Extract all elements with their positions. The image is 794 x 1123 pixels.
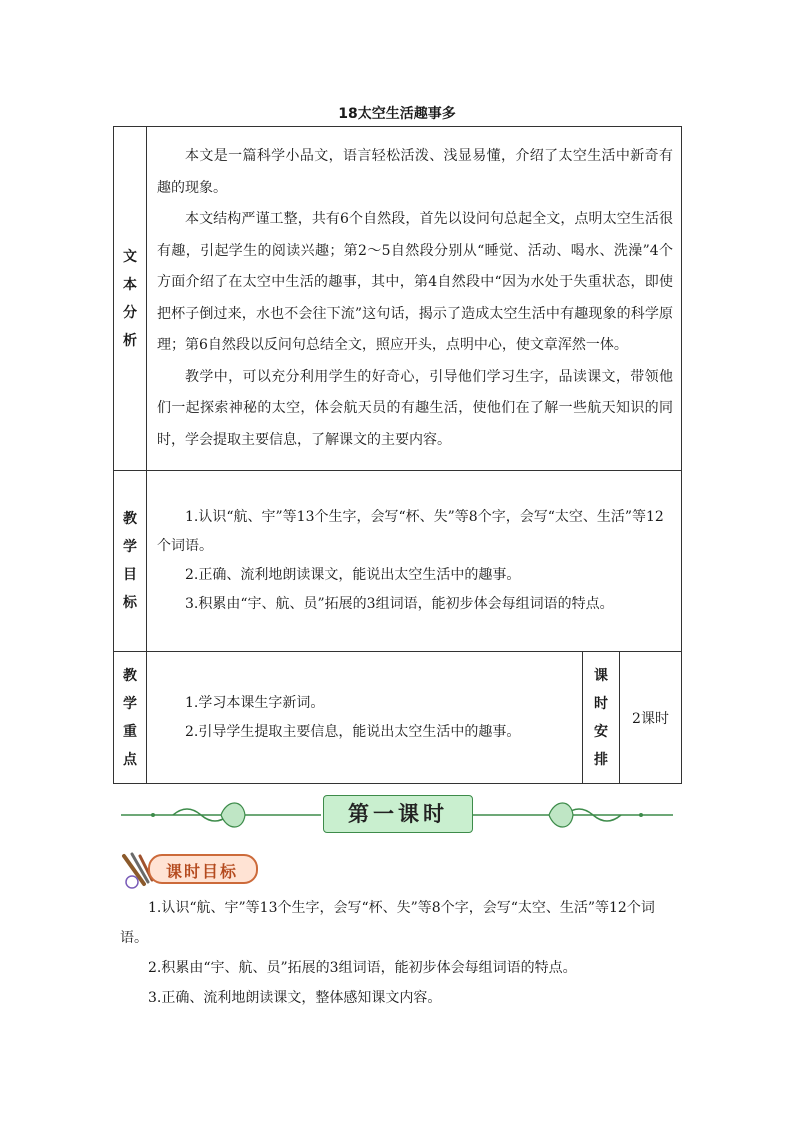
analysis-paragraph: 本文结构严谨工整，共有6个自然段，首先以设问句总起全文，点明太空生活很有趣，引起学生的阅读兴趣；第2～5自然段分别从“睡觉、活动、喝水、洗澡”4个方面介绍了在太空中生活的趣事，其中，第4自然段中“因为水处于失重状态，即使把杯子倒过来，水也不会往下流”这句话，揭示了造成太空生活中有趣现象的科学原理；第6自然段以反问句总结全文，照应开头，点明中心，使文章浑然一体。: [157, 211, 674, 353]
analysis-paragraph: 教学中，可以充分利用学生的好奇心，引导他们学习生字，品读课文，带领他们一起探索神秘的太空，体会航天员的有趣生活，使他们在了解一些航天知识的同时，学会提取主要信息，了解课文的主要内容。: [157, 368, 674, 448]
goal-item: 3.积累由“宇、航、员”拓展的3组词语，能初步体会每组词语的特点。: [185, 596, 614, 612]
schedule-value: 2课时: [620, 652, 682, 784]
goals-row: [114, 471, 682, 652]
lesson-banner-label: 第一课时: [323, 795, 473, 833]
key-point-item: 1.学习本课生字新词。: [185, 694, 325, 711]
lesson-goals-list: [120, 893, 680, 1013]
lesson-plan-table: [113, 126, 682, 784]
schedule-heading: 课 时 安 排: [583, 652, 620, 784]
goal-item: 2.正确、流利地朗读课文，能说出太空生活中的趣事。: [185, 567, 521, 583]
analysis-paragraph: 本文是一篇科学小品文，语言轻松活泼、浅显易懂，介绍了太空生活中新奇有趣的现象。: [157, 148, 674, 196]
analysis-heading: 文 本 分 析: [114, 127, 147, 471]
goals-text: [147, 471, 682, 652]
goal-item: 1.认识“航、宇”等13个生字，会写“杯、失”等8个字，会写“太空、生活”等12个词语。: [157, 509, 664, 554]
lesson-goals-badge-label: 课时目标: [166, 862, 239, 881]
lesson-goal-item: 1.认识“航、宇”等13个生字，会写“杯、失”等8个字，会写“太空、生活”等12个词语。: [120, 900, 655, 946]
goals-heading: 教 学 目 标: [114, 471, 147, 652]
key-points-text: [147, 652, 583, 784]
lesson-goal-item: 3.正确、流利地朗读课文，整体感知课文内容。: [148, 990, 442, 1006]
analysis-text: [147, 127, 682, 471]
document-title: 18太空生活趣事多: [338, 106, 456, 122]
analysis-row: [114, 127, 682, 471]
key-points-heading: 教 学 重 点: [114, 652, 147, 784]
lesson-banner: [113, 793, 681, 835]
lesson-goal-item: 2.积累由“宇、航、员”拓展的3组词语，能初步体会每组词语的特点。: [148, 960, 577, 976]
lesson-goals-badge: [118, 850, 258, 888]
key-points-row: [114, 652, 682, 784]
key-point-item: 2.引导学生提取主要信息，能说出太空生活中的趣事。: [185, 723, 521, 740]
